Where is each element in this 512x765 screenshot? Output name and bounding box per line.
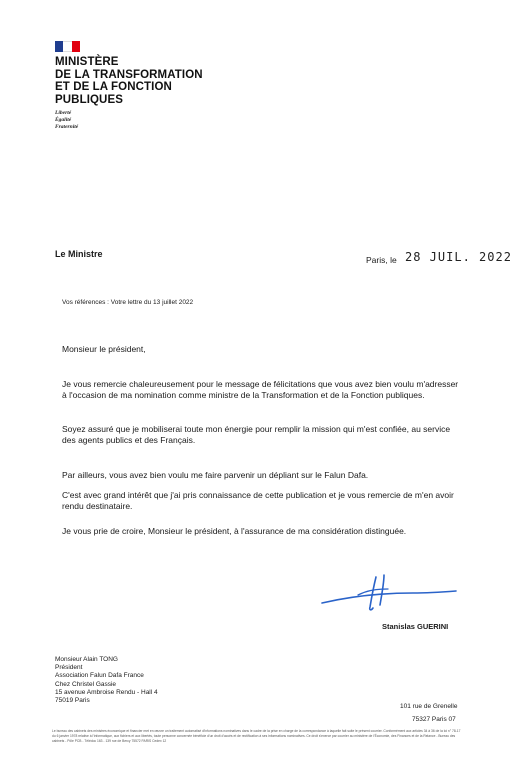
ministry-line: MINISTÈRE — [55, 56, 119, 68]
date-prefix: Paris, le — [366, 255, 397, 265]
references: Vos références : Votre lettre du 13 juillet 2022 — [62, 299, 194, 306]
flag-red-band — [72, 41, 80, 52]
handwritten-signature — [318, 573, 458, 613]
ministry-line: PUBLIQUES — [55, 93, 123, 106]
sender-title: Le Ministre — [55, 249, 103, 259]
recipient-line: Association Falun Dafa France — [55, 672, 144, 680]
recipient-address — [55, 656, 158, 705]
ministry-line: DE LA TRANSFORMATION — [55, 68, 203, 81]
salutation: Monsieur le président, — [62, 344, 146, 354]
motto-line: Liberté — [55, 110, 72, 116]
privacy-footer: Le bureau des cabinets des ministres économique et financier met en œuvre un traitement automatisé d'informations nominatives dans le cadre de la prise en charge de la correspondance à laquelle fait suite le présent courrier. Conformément aux articles 34 à 36 de la loi n° 78-17 du 6 janvier 1978 relative à l'informatique, aux fichiers et aux libertés, toute personne concernée bénéficie d'un droit d'accès et de rectification à ses informations nominatives. Ce droit s'exerce par courrier au ministère de l'Économie, des Finances et de la Relance - Bureau des cabinets - Pôle PCB - Télédoc 163 - 139 rue de Bercy 75572 PARIS Cedex 12 — [52, 729, 461, 743]
french-flag-icon — [55, 41, 80, 52]
ministry-name — [55, 56, 225, 106]
recipient-line: 15 avenue Ambroise Rendu - Hall 4 — [55, 688, 158, 696]
recipient-line: Monsieur Alain TONG — [55, 656, 118, 663]
body-paragraph-2: Soyez assuré que je mobiliserai toute mon énergie pour remplir la mission qui m'est confiée, au service des agents publics et des Français. — [62, 424, 451, 445]
body-paragraph-3: Par ailleurs, vous avez bien voulu me faire parvenir un dépliant sur le Falun Dafa. — [62, 470, 369, 480]
body-paragraph-5: Je vous prie de croire, Monsieur le président, à l'assurance de ma considération distinguée. — [62, 526, 407, 536]
ministry-city: 75327 Paris 07 — [412, 716, 456, 723]
body-paragraph-1: Je vous remercie chaleureusement pour le message de félicitations que vous avez bien voulu m'adresser à l'occasion de ma nomination comme ministre de la Transformation et de la Fonction publiques. — [62, 379, 459, 400]
republic-motto — [55, 110, 78, 131]
body-paragraph-4: C'est avec grand intérêt que j'ai pris connaissance de cette publication et je vous remercie de m'en avoir rendu destinataire. — [62, 490, 454, 511]
date-stamp: 28 JUIL. 2022 — [405, 250, 512, 264]
motto-line: Égalité — [55, 117, 72, 123]
recipient-line: Chez Christel Gassie — [55, 680, 117, 688]
signatory-name: Stanislas GUERINI — [382, 622, 449, 631]
flag-white-band — [63, 41, 71, 52]
ministry-street: 101 rue de Grenelle — [400, 703, 458, 710]
motto-line: Fraternité — [55, 124, 79, 130]
flag-blue-band — [55, 41, 63, 52]
recipient-line: 75019 Paris — [55, 697, 90, 705]
ministry-line: ET DE LA FONCTION — [55, 81, 172, 93]
recipient-line: Président — [55, 664, 83, 672]
